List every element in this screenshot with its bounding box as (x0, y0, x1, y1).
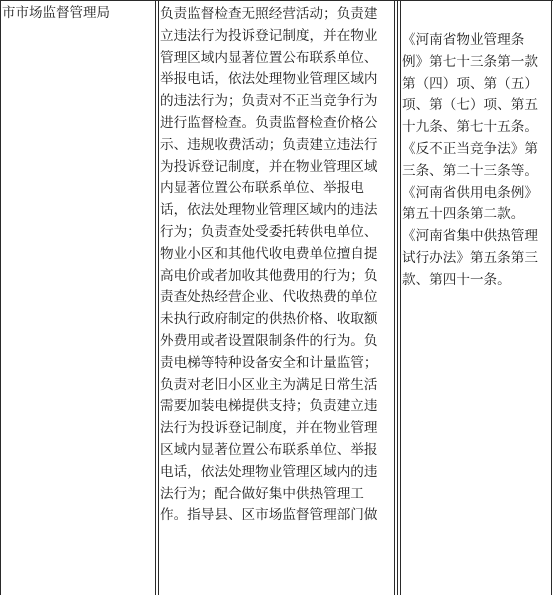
duty-line: 为投诉登记制度，并在物业管理区域 (160, 158, 378, 175)
basis-line: 十九条、第七十五条。 (402, 119, 538, 136)
duty-line: 举报电话，依法处理物业管理区域内 (160, 71, 378, 88)
basis-line: 《河南省集中供热管理 (402, 228, 538, 245)
duty-line: 高电价或者加收其他费用的行为；负 (160, 267, 378, 284)
duty-line: 区域内显著位置公布联系单位、举报 (160, 441, 378, 458)
department-cell (2, 4, 152, 22)
duty-line: 内显著位置公布联系单位、举报电 (160, 180, 364, 197)
duty-line: 话，依法处理物业管理区域内的违法 (160, 202, 378, 219)
basis-line: 《河南省供用电条例》 (402, 184, 538, 201)
duty-line: 电话，依法处理物业管理区域内的违 (160, 463, 378, 480)
basis-line: 款、第四十一条。 (402, 271, 511, 288)
duty-line: 法行为投诉登记制度，并在物业管理 (160, 420, 378, 437)
duty-line: 的违法行为；负责对不正当竞争行为 (160, 93, 378, 110)
column-divider (397, 0, 398, 595)
legal-basis-cell (402, 30, 550, 292)
basis-line: 例》第七十三条第一款 (402, 53, 538, 70)
column-divider (155, 0, 156, 595)
basis-line: 第五十四条第二款。 (402, 206, 525, 223)
table-top-border (0, 0, 553, 1)
basis-line: 三条、第二十三条等。 (402, 162, 538, 179)
duty-line: 示、违规收费活动；负责建立违法行 (160, 136, 378, 153)
duty-line: 管理区域内显著位置公布联系单位、 (160, 49, 378, 66)
duty-line: 负责对老旧小区业主为满足日常生活 (160, 376, 378, 393)
duty-line: 责查处热经营企业、代收热费的单位 (160, 289, 378, 306)
duty-line: 未执行政府制定的供热价格、收取额 (160, 311, 378, 328)
basis-line: 试行办法》第五条第三 (402, 249, 538, 266)
column-divider (394, 0, 395, 595)
basis-line: 第（四）项、第（五） (402, 75, 538, 92)
duty-line: 外费用或者设置限制条件的行为。负 (160, 332, 378, 349)
basis-line: 项、第（七）项、第五 (402, 97, 538, 114)
duty-line: 需要加装电梯提供支持；负责建立违 (160, 398, 378, 415)
column-divider (158, 0, 159, 595)
duties-cell (160, 4, 392, 527)
duty-line: 行为；负责查处受委托转供电单位、 (160, 223, 378, 240)
duty-line: 物业小区和其他代收电费单位擅自提 (160, 245, 378, 262)
basis-line: 《河南省物业管理条 (402, 32, 525, 48)
duty-line: 进行监督检查。负责监督检查价格公 (160, 114, 378, 131)
duty-line: 负责监督检查无照经营活动；负责建 (160, 6, 378, 22)
column-divider (400, 0, 401, 595)
duty-line: 法行为；配合做好集中供热管理工 (160, 485, 364, 502)
basis-line: 《反不正当竞争法》第 (402, 140, 538, 157)
duty-line: 作。指导县、区市场监督管理部门做 (160, 507, 378, 524)
duty-line: 立违法行为投诉登记制度，并在物业 (160, 27, 378, 44)
duty-line: 责电梯等特种设备安全和计量监管； (160, 354, 378, 371)
table-right-border (551, 0, 552, 595)
table-left-border (0, 0, 1, 595)
department-name: 市市场监督管理局 (2, 5, 110, 21)
